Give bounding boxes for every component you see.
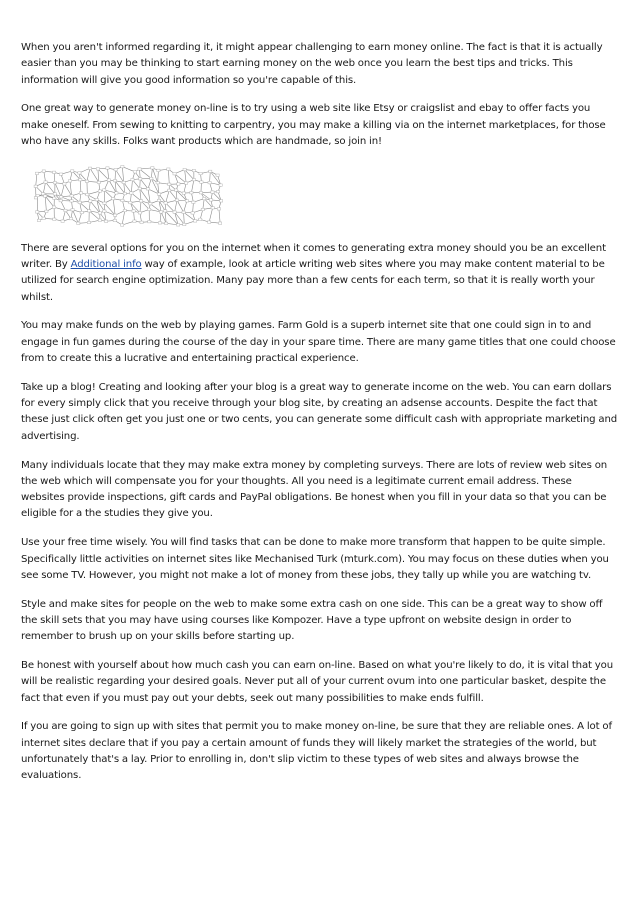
network-node bbox=[190, 191, 193, 193]
network-node bbox=[42, 217, 45, 219]
network-node bbox=[53, 197, 56, 199]
network-node bbox=[64, 209, 67, 211]
network-edge bbox=[169, 190, 177, 200]
network-node bbox=[138, 168, 141, 170]
network-node bbox=[121, 224, 124, 226]
network-node bbox=[158, 221, 161, 223]
network-edge bbox=[166, 190, 170, 203]
network-edge bbox=[63, 210, 66, 221]
network-node bbox=[98, 211, 101, 213]
network-edge bbox=[90, 168, 99, 182]
network-node bbox=[112, 197, 115, 199]
network-node bbox=[209, 170, 212, 172]
network-edge bbox=[148, 189, 150, 204]
network-edge bbox=[44, 171, 46, 182]
network-node bbox=[209, 199, 212, 201]
network-node bbox=[42, 170, 45, 172]
network-edge bbox=[134, 211, 135, 221]
network-node bbox=[200, 181, 203, 183]
network-edge bbox=[89, 201, 90, 211]
network-node bbox=[59, 195, 62, 197]
network-node bbox=[173, 172, 176, 174]
network-node bbox=[79, 178, 82, 180]
network-edge bbox=[168, 169, 169, 184]
network-edge bbox=[203, 198, 204, 209]
network-edge bbox=[122, 166, 123, 182]
network-node bbox=[149, 202, 152, 204]
network-node bbox=[199, 191, 202, 193]
network-edge bbox=[45, 196, 46, 211]
network-node bbox=[115, 191, 118, 193]
network-node bbox=[71, 170, 74, 172]
network-edge bbox=[151, 168, 152, 179]
network-edge bbox=[98, 169, 99, 182]
network-node bbox=[98, 219, 101, 221]
network-node bbox=[123, 209, 126, 211]
network-edge bbox=[140, 169, 141, 179]
network-node bbox=[113, 179, 116, 181]
network-edge bbox=[177, 200, 184, 212]
network-node bbox=[86, 193, 89, 195]
network-node bbox=[177, 223, 180, 225]
network-node bbox=[80, 211, 83, 213]
network-edge bbox=[158, 170, 159, 182]
network-edge bbox=[160, 212, 161, 223]
network-edge bbox=[43, 182, 45, 194]
paragraph-games: You may make funds on the web by playing games. Farm Gold is a superb internet site that one could sign in to and engage in fun games during the course of the day in your spare time. There are many game titles that one could choose from to create this a lucrative and entertaining practical experience. bbox=[21, 320, 616, 365]
network-node bbox=[139, 199, 142, 201]
network-node bbox=[114, 214, 117, 216]
network-node bbox=[53, 218, 56, 220]
network-node bbox=[157, 199, 160, 201]
network-node bbox=[219, 222, 222, 224]
network-node bbox=[157, 169, 160, 171]
network-node bbox=[138, 187, 141, 189]
network-node bbox=[37, 219, 40, 221]
network-node bbox=[175, 199, 178, 201]
network-node bbox=[177, 183, 180, 185]
network-node bbox=[77, 222, 80, 224]
network-node bbox=[71, 208, 74, 210]
network-node bbox=[107, 179, 110, 181]
network-node bbox=[53, 171, 56, 173]
network-edge bbox=[219, 209, 220, 223]
network-node bbox=[168, 183, 171, 185]
network-node bbox=[211, 191, 214, 193]
network-node bbox=[61, 220, 64, 222]
network-node bbox=[138, 211, 141, 213]
network-node bbox=[139, 177, 142, 179]
network-node bbox=[35, 172, 38, 174]
network-edge bbox=[210, 171, 211, 182]
network-node bbox=[88, 167, 91, 169]
network-edge bbox=[87, 191, 100, 195]
network-edge bbox=[61, 184, 64, 197]
network-node bbox=[151, 166, 154, 168]
network-node bbox=[44, 181, 47, 183]
network-node bbox=[148, 208, 151, 210]
network-node bbox=[130, 192, 133, 194]
network-node bbox=[201, 208, 204, 210]
network-node bbox=[53, 193, 56, 195]
network-node bbox=[219, 184, 222, 186]
network-graph-icon bbox=[33, 163, 229, 231]
network-node bbox=[114, 168, 117, 170]
network-edge bbox=[98, 169, 109, 180]
network-node bbox=[68, 179, 71, 181]
network-node bbox=[121, 165, 124, 167]
network-node bbox=[70, 199, 73, 201]
network-edge bbox=[140, 168, 153, 169]
network-edge bbox=[191, 179, 193, 192]
network-edge bbox=[122, 166, 135, 171]
network-node bbox=[88, 209, 91, 211]
network-node bbox=[121, 199, 124, 201]
network-node bbox=[199, 218, 202, 220]
paragraph-etsy: One great way to generate money on-line is to try using a web site like Etsy or craigslist and ebay to offer facts you make oneself. From sewing to knitting to carpentry, you may make a killing via on the internet marketplaces, for those who have any skills. Folks want products which are handmade, so join in! bbox=[21, 103, 606, 147]
paragraph-writing-before: There are several options for you on the internet when it comes to generating extra money should you be an excellent writer. By bbox=[21, 242, 606, 271]
network-node bbox=[167, 168, 170, 170]
paragraph-writing-after: way of example, look at article writing web sites where you may make content material to be utilized for search engine optimization. Many pay more than a few cents for each term, so that it is really worth your whilst. bbox=[21, 259, 605, 303]
network-edge bbox=[184, 212, 185, 224]
network-edge bbox=[193, 202, 194, 213]
network-node bbox=[191, 211, 194, 213]
network-node bbox=[157, 193, 160, 195]
network-node bbox=[182, 192, 185, 194]
network-edge bbox=[175, 200, 177, 212]
network-node bbox=[63, 182, 66, 184]
network-node bbox=[103, 202, 106, 204]
document-page bbox=[21, 40, 618, 797]
network-node bbox=[192, 201, 195, 203]
network-node bbox=[103, 189, 106, 191]
network-node bbox=[36, 211, 39, 213]
network-node bbox=[53, 206, 56, 208]
paragraph-writing bbox=[21, 241, 618, 306]
network-node bbox=[59, 173, 62, 175]
paragraph-honest: Be honest with yourself about how much cash you can earn on-line. Based on what you're likely to do, it is vital that you will be realistic regarding your desired goals. Never put all of your current ovum into one particular basket, despite the fact that even if you must pay out your debts, seek out many possibilities to make ends fulfill. bbox=[21, 660, 614, 704]
network-node bbox=[199, 172, 202, 174]
network-node bbox=[208, 181, 211, 183]
network-node bbox=[216, 190, 219, 192]
network-node bbox=[217, 207, 220, 209]
network-node bbox=[113, 219, 116, 221]
network-node bbox=[150, 177, 153, 179]
network-node bbox=[140, 221, 143, 223]
network-edge bbox=[107, 168, 108, 180]
network-node bbox=[173, 211, 176, 213]
network-edge bbox=[140, 201, 141, 213]
network-edge bbox=[131, 179, 132, 192]
network-node bbox=[122, 181, 125, 183]
network-node bbox=[96, 167, 99, 169]
paragraph-web-design: Style and make sites for people on the web to make some extra cash on one side. This can be a great way to show off the skill sets that you may have using courses like Kompozer. Have a type upfront on website design in order to remember to brush up on your skills before starting up. bbox=[21, 598, 603, 643]
network-node bbox=[164, 202, 167, 204]
network-node bbox=[70, 194, 73, 196]
network-edge bbox=[78, 212, 81, 223]
network-node bbox=[148, 220, 151, 222]
network-edge bbox=[104, 180, 109, 190]
network-node bbox=[182, 211, 185, 213]
network-node bbox=[129, 201, 132, 203]
network-node bbox=[183, 223, 186, 225]
network-node bbox=[185, 199, 188, 201]
network-edge bbox=[122, 210, 125, 224]
network-edge bbox=[122, 200, 124, 210]
network-node bbox=[133, 170, 136, 172]
network-node bbox=[220, 199, 223, 201]
network-node bbox=[53, 181, 56, 183]
paragraph-reliable-sites: If you are going to sign up with sites that permit you to make money on-line, be sure that they are reliable ones. A lot of internet sites declare that if you pay a certain amount of funds they will likely market the strategies of the world, but unfortunately that's a lay. Prior to enrolling in, don't slip victim to these types of web sites and always browse the evaluations. bbox=[21, 721, 612, 782]
network-node bbox=[194, 220, 197, 222]
network-node bbox=[95, 198, 98, 200]
network-node bbox=[131, 178, 134, 180]
network-edge bbox=[113, 198, 115, 215]
network-node bbox=[34, 185, 37, 187]
network-node bbox=[133, 220, 136, 222]
network-edge bbox=[185, 169, 187, 182]
network-node bbox=[156, 181, 159, 183]
network-node bbox=[89, 200, 92, 202]
network-node bbox=[98, 190, 101, 192]
network-node bbox=[59, 199, 62, 201]
network-node bbox=[69, 217, 72, 219]
network-node bbox=[105, 220, 108, 222]
network-node bbox=[159, 211, 162, 213]
network-node bbox=[103, 210, 106, 212]
network-edge bbox=[218, 175, 221, 185]
network-node bbox=[192, 169, 195, 171]
network-node bbox=[78, 171, 81, 173]
paragraph-blog: Take up a blog! Creating and looking after your blog is a great way to generate income on the web. You can earn dollars for every simply click that you receive through your blog site, by creating an adsense accounts. Despite the fact that these just click often get you just one or two cents, you can generate some difficult cash with appropriate marketing and advertising. bbox=[21, 381, 618, 442]
network-node bbox=[185, 182, 188, 184]
network-node bbox=[123, 192, 126, 194]
network-node bbox=[78, 201, 81, 203]
network-edge bbox=[200, 209, 203, 219]
network-edge bbox=[115, 169, 116, 180]
network-node bbox=[192, 178, 195, 180]
network-edge bbox=[209, 208, 212, 222]
network-node bbox=[211, 206, 214, 208]
network-node bbox=[203, 197, 206, 199]
network-node bbox=[85, 180, 88, 182]
network-node bbox=[36, 194, 39, 196]
network-node bbox=[168, 189, 171, 191]
network-node bbox=[97, 181, 100, 183]
network-edge bbox=[54, 172, 55, 182]
network-node bbox=[106, 167, 109, 169]
network-edge bbox=[148, 178, 151, 188]
network-edge bbox=[36, 173, 37, 186]
network-node bbox=[44, 195, 47, 197]
network-node bbox=[165, 222, 168, 224]
paragraph-intro: When you aren't informed regarding it, it might appear challenging to earn money online. The fact is that it is actually easier than you may be thinking to start earning money on the web once you learn the best tips and tricks. This information will give you good information so you're capable of this. bbox=[21, 42, 603, 86]
paragraph-free-time: Use your free time wisely. You will find tasks that can be done to make more transform that happen to be quite simple. Specifically little activities on internet sites like Mechanised Turk (mturk.com). You may focus on these duties when you see some TV. However, you might not make a lot of money from these jobs, they tally up while you are watching tv. bbox=[21, 537, 609, 581]
network-node bbox=[132, 210, 135, 212]
network-node bbox=[146, 187, 149, 189]
network-node bbox=[87, 221, 90, 223]
network-node bbox=[175, 189, 178, 191]
network-node bbox=[216, 174, 219, 176]
network-edge bbox=[70, 171, 72, 181]
network-edge bbox=[80, 180, 81, 193]
network-node bbox=[208, 221, 211, 223]
network-edge bbox=[176, 190, 177, 200]
additional-info-link[interactable]: Additional info bbox=[70, 259, 142, 271]
network-node bbox=[45, 210, 48, 212]
network-node bbox=[183, 168, 186, 170]
network-edge bbox=[87, 168, 90, 181]
network-edge bbox=[184, 201, 187, 212]
network-node bbox=[164, 209, 167, 211]
paragraph-surveys: Many individuals locate that they may make extra money by completing surveys. There are lots of review web sites on the web which will compensate you for your thoughts. All you need is a legitimate current email address. These websites provide inspections, gift cards and PayPal obligations. Be honest when you fill in your data so that you can be eligible for a the studies they give you. bbox=[21, 459, 608, 520]
network-node bbox=[79, 192, 82, 194]
network-edge bbox=[184, 183, 186, 193]
